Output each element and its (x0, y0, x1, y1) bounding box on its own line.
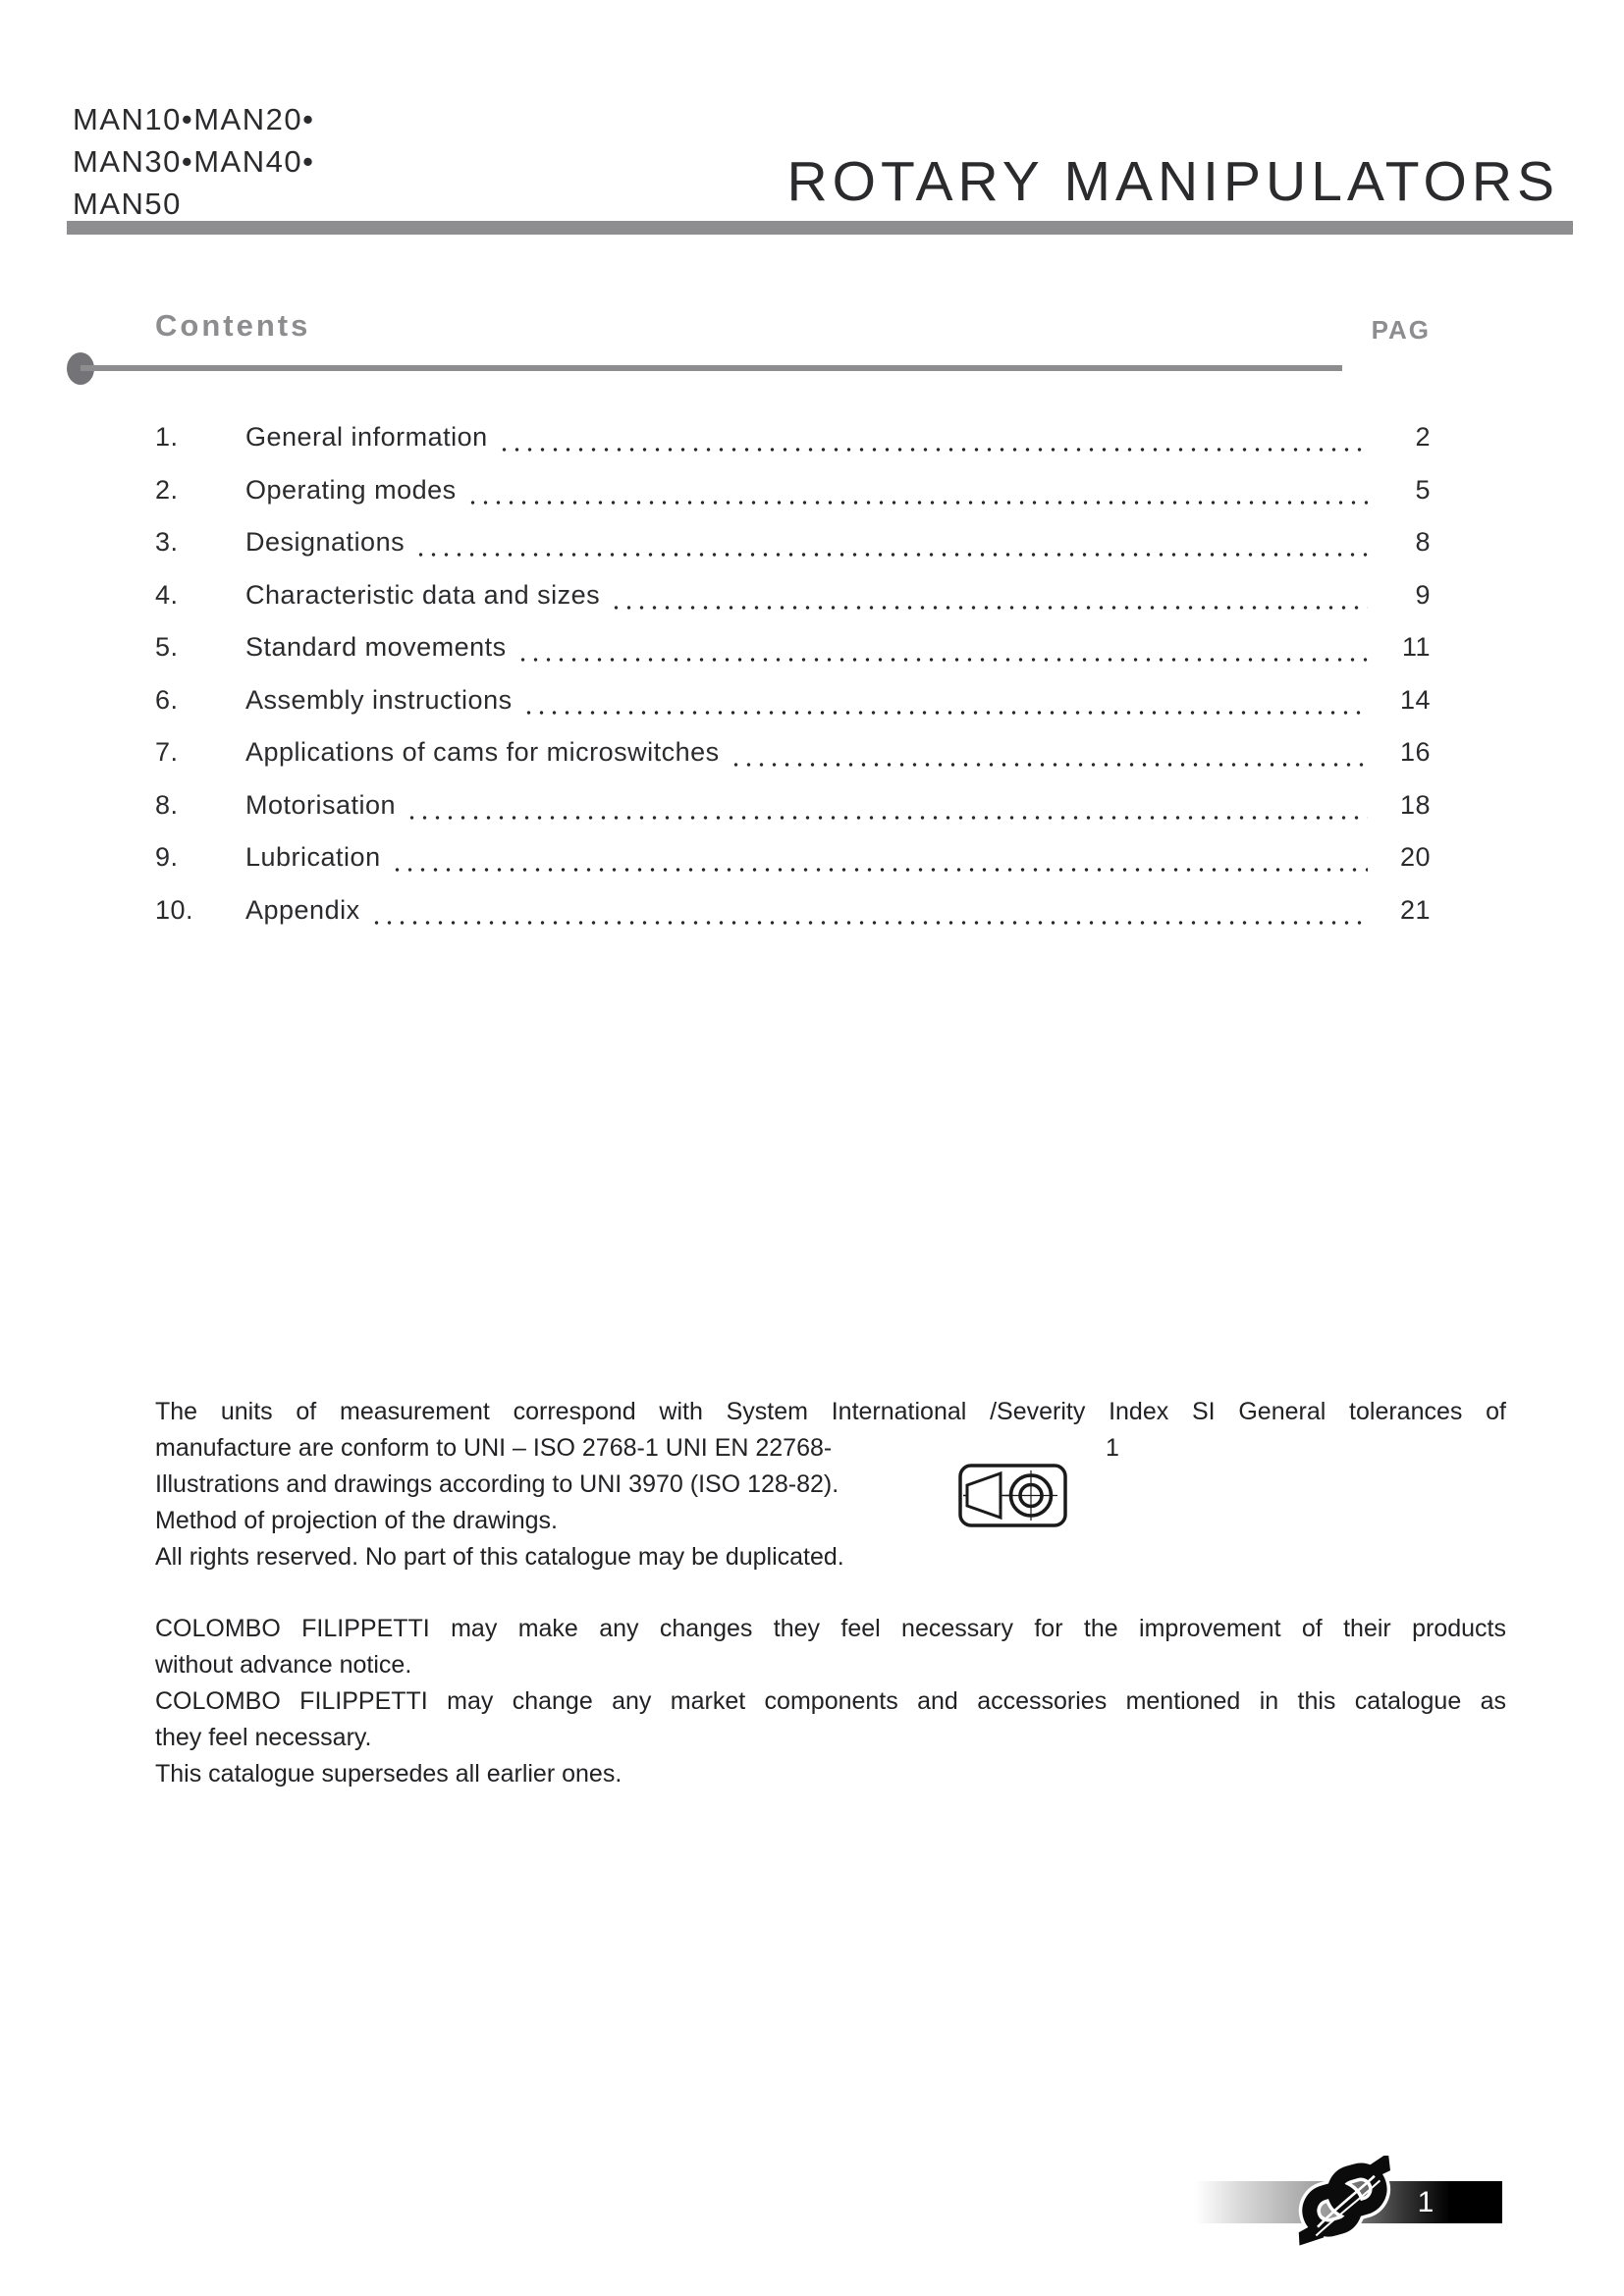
toc-num: 6. (155, 684, 179, 715)
dot-leader (466, 475, 1368, 506)
toc-row (155, 527, 1431, 580)
header-divider (67, 221, 1573, 235)
model-codes (73, 98, 314, 225)
toc-row (155, 790, 1431, 843)
toc-page: 20 (1399, 842, 1431, 872)
toc-page: 14 (1399, 684, 1431, 715)
toc-label[interactable]: Characteristic data and sizes (245, 579, 601, 610)
toc-label[interactable]: Lubrication (245, 842, 381, 872)
tolerance-notes (155, 1394, 1506, 1575)
toc-label[interactable]: Standard movements (245, 632, 507, 662)
tolerance-line2 (155, 1430, 1506, 1467)
toc-num: 1. (155, 422, 179, 452)
dot-leader (370, 895, 1368, 926)
page-column-label: PAG (1371, 315, 1431, 345)
company-notes (155, 1611, 1506, 1792)
toc-page: 8 (1415, 527, 1431, 557)
toc-row (155, 422, 1431, 475)
toc-num: 7. (155, 737, 179, 767)
company-line3: COLOMBO FILIPPETTI may change any market components and accessories mentioned in this catalogue as (155, 1687, 1506, 1715)
contents-divider (81, 365, 1342, 371)
toc-label[interactable]: Motorisation (245, 789, 397, 820)
toc-label[interactable]: General information (245, 422, 488, 452)
company-line4: they feel necessary. (155, 1724, 372, 1751)
toc-num: 9. (155, 842, 179, 872)
toc-row (155, 737, 1431, 790)
tolerance-line4: Method of projection of the drawings. (155, 1507, 558, 1534)
model-codes-line1: MAN10•MAN20• (73, 102, 315, 136)
colombo-filippetti-logo (1284, 2156, 1406, 2253)
page-number: 1 (1417, 2186, 1435, 2218)
tolerance-line3: Illustrations and drawings according to UNI 3970 (ISO 128-82). (155, 1470, 839, 1498)
toc-num: 5. (155, 632, 179, 662)
dot-leader (610, 580, 1368, 611)
toc-page: 9 (1415, 579, 1431, 610)
model-codes-line2: MAN30•MAN40• (73, 144, 315, 179)
model-codes-line3: MAN50 (73, 187, 182, 221)
toc-row (155, 632, 1431, 685)
toc-num: 4. (155, 579, 179, 610)
dot-leader (730, 737, 1368, 768)
toc-num: 10. (155, 894, 194, 925)
toc-label[interactable]: Appendix (245, 894, 360, 925)
tolerance-line5: All rights reserved. No part of this catalogue may be duplicated. (155, 1543, 844, 1571)
company-line5: This catalogue supersedes all earlier ones. (155, 1760, 623, 1788)
toc-row (155, 842, 1431, 895)
tolerance-line2-note: 1 (1106, 1434, 1119, 1462)
table-of-contents (155, 422, 1431, 947)
toc-label[interactable]: Designations (245, 527, 406, 557)
toc-num: 2. (155, 474, 179, 505)
dot-leader (414, 527, 1368, 558)
toc-page: 21 (1399, 894, 1431, 925)
tolerance-line2-text: manufacture are conform to UNI – ISO 2768-1 UNI EN 22768- (155, 1434, 833, 1462)
dot-leader (516, 632, 1368, 663)
dot-leader (498, 422, 1368, 453)
tolerance-line1: The units of measurement correspond with System International /Severity Index SI General tolerances of (155, 1398, 1506, 1425)
toc-row (155, 895, 1431, 948)
company-line1: COLOMBO FILIPPETTI may make any changes they feel necessary for the improvement of their products (155, 1615, 1506, 1642)
toc-page: 11 (1401, 632, 1431, 662)
company-line2: without advance notice. (155, 1651, 412, 1679)
toc-label[interactable]: Operating modes (245, 474, 457, 505)
dot-leader (391, 842, 1368, 873)
page-title: ROTARY MANIPULATORS (786, 150, 1559, 213)
toc-page: 18 (1399, 789, 1431, 820)
toc-row (155, 580, 1431, 633)
toc-row (155, 475, 1431, 528)
contents-heading: Contents (155, 308, 311, 343)
toc-label[interactable]: Applications of cams for microswitches (245, 737, 720, 767)
toc-label[interactable]: Assembly instructions (245, 684, 513, 715)
first-angle-projection-icon (958, 1464, 1067, 1532)
dot-leader (522, 685, 1368, 716)
dot-leader (406, 790, 1368, 821)
toc-num: 8. (155, 789, 179, 820)
toc-num: 3. (155, 527, 179, 557)
toc-row (155, 685, 1431, 738)
toc-page: 2 (1415, 422, 1431, 452)
toc-page: 5 (1415, 474, 1431, 505)
toc-page: 16 (1399, 737, 1431, 767)
